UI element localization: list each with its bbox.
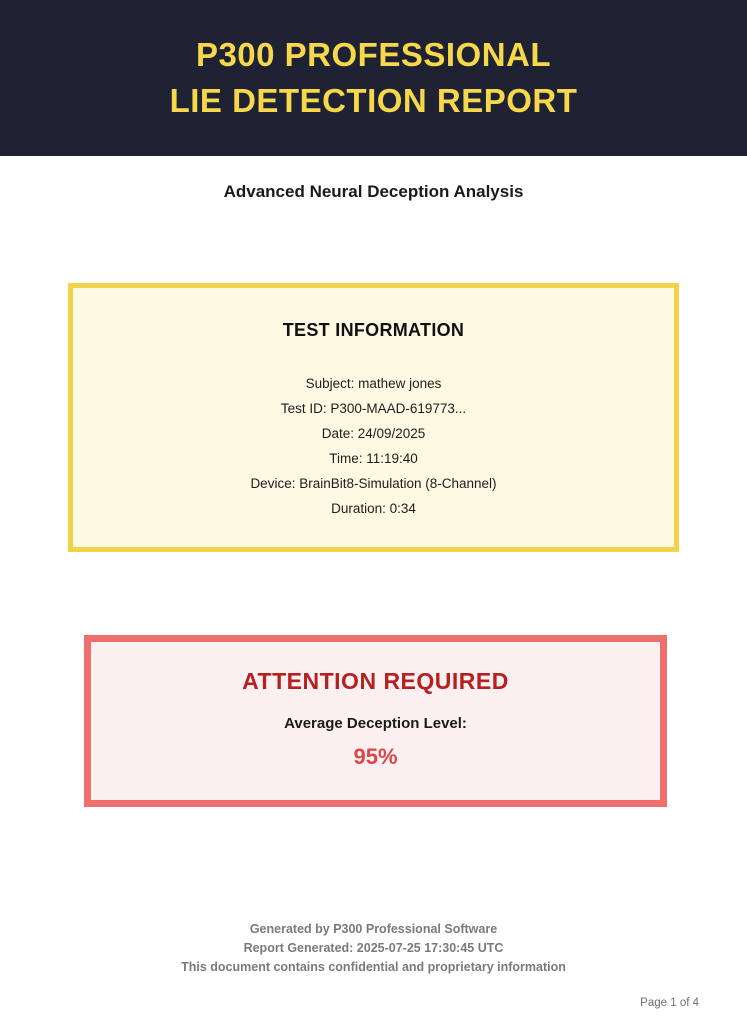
report-title-line-2: LIE DETECTION REPORT bbox=[169, 82, 578, 119]
test-information-test-id: Test ID: P300-MAAD-619773... bbox=[280, 401, 467, 416]
report-title-line-1: P300 PROFESSIONAL bbox=[195, 36, 552, 73]
attention-required-heading: ATTENTION REQUIRED bbox=[242, 668, 509, 694]
page-number: Page 1 of 4 bbox=[640, 997, 699, 1009]
test-information-time: Time: 11:19:40 bbox=[329, 451, 418, 466]
test-information-device: Device: BrainBit8-Simulation (8-Channel) bbox=[250, 476, 497, 491]
footer-confidentiality-notice: This document contains confidential and proprietary information bbox=[181, 960, 566, 974]
test-information-heading: TEST INFORMATION bbox=[282, 320, 465, 340]
average-deception-level-value: 95% bbox=[353, 744, 398, 769]
test-information-subject: Subject: mathew jones bbox=[305, 376, 442, 391]
report-footer bbox=[0, 920, 747, 977]
test-information-box bbox=[68, 283, 679, 552]
attention-required-box bbox=[84, 635, 667, 807]
report-subtitle: Advanced Neural Deception Analysis bbox=[223, 182, 524, 201]
test-information-date: Date: 24/09/2025 bbox=[321, 426, 426, 441]
report-header bbox=[0, 0, 747, 156]
test-information-duration: Duration: 0:34 bbox=[331, 501, 416, 516]
footer-generated-by: Generated by P300 Professional Software bbox=[249, 922, 498, 936]
average-deception-level-label: Average Deception Level: bbox=[284, 715, 467, 732]
footer-report-generated: Report Generated: 2025-07-25 17:30:45 UTC bbox=[243, 941, 504, 955]
